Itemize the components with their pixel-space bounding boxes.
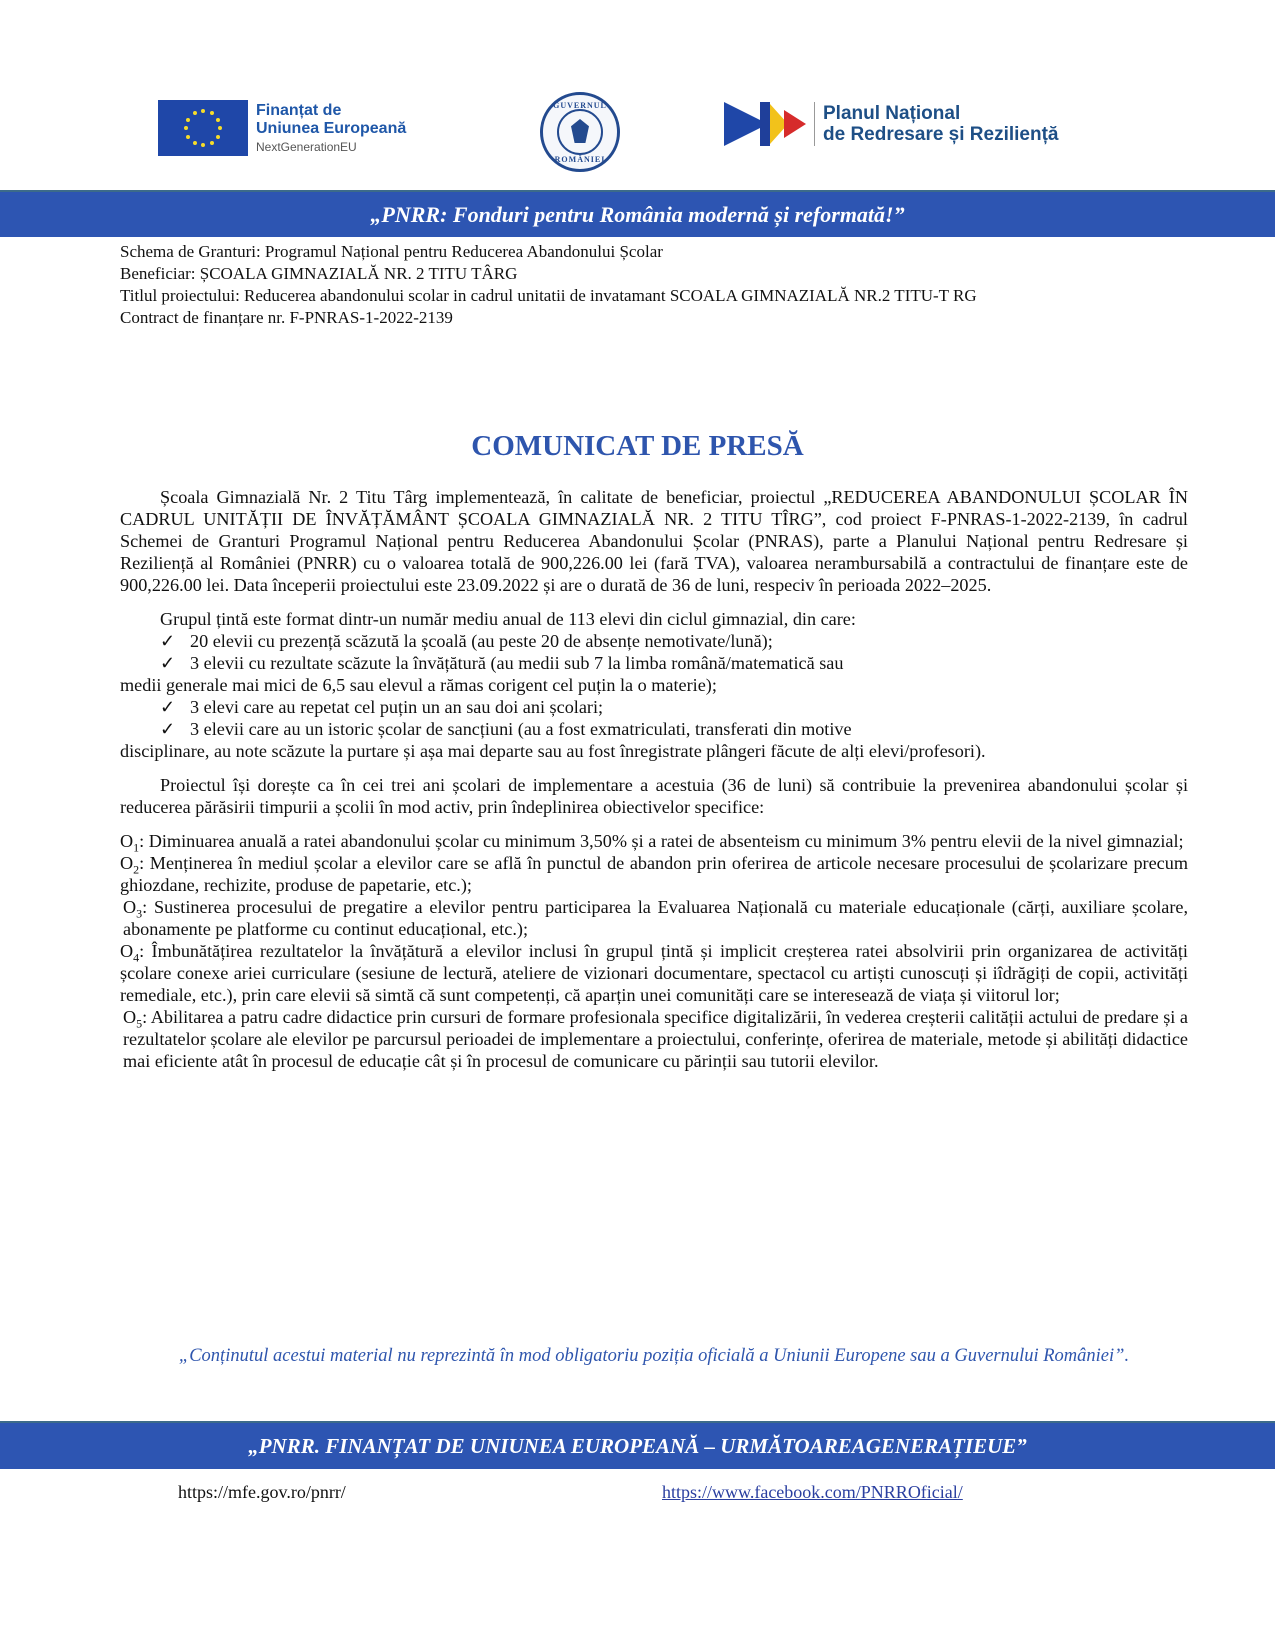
press-release-body (120, 486, 1188, 1072)
eu-logo-line2: Uniunea Europeană (256, 119, 407, 137)
target-group-intro: Grupul țintă este format dintr-un număr mediu anual de 113 elevi din ciclul gimnazial, din care: (160, 609, 856, 629)
eu-star-icon (218, 126, 222, 130)
contract-number: Contract de finanțare nr. F-PNRAS-1-2022-2139 (120, 308, 453, 327)
target-group-item (120, 652, 1188, 696)
mfe-link[interactable]: https://mfe.gov.ro/pnrr/ (178, 1482, 346, 1502)
objective-item (120, 852, 1188, 896)
footer-banner: „PNRR. FINANȚAT DE UNIUNEA EUROPEANĂ – URMĂTOAREAGENERAȚIEUE” (0, 1421, 1275, 1469)
romanian-government-seal-icon (540, 92, 620, 172)
objective-text: : Abilitarea a patru cadre didactice prin cursuri de formare profesionala specifice digitalizării, în vederea creșterii calității actului de predare și a rezultatelor școlare ale elevilor pe parcursul perioadei de implementare a proiectului, conferințe, oferirea de materiale, metode și abilități didactice mai eficiente atât în procesul de educație cât și în procesul de comunicare cu părinții sau tutorii elevilor. (123, 1007, 1188, 1071)
beneficiary: Beneficiar: ȘCOALA GIMNAZIALĂ NR. 2 TITU TÂRG (120, 264, 518, 283)
objective-item (120, 1006, 1188, 1072)
project-title: Titlul proiectului: Reducerea abandonului scolar in cadrul unitatii de invatamant SCOALA GIMNAZIALĂ NR.2 TITU-T RG (120, 286, 977, 305)
objective-item (120, 896, 1188, 940)
target-group-text-continued: disciplinare, au note scăzute la purtare și așa mai departe sau au fost înregistrate plângeri făcute de alți elevi/profesori). (120, 741, 986, 761)
eu-flag-icon (158, 100, 248, 156)
eu-star-icon (201, 109, 205, 113)
eu-star-icon (210, 111, 214, 115)
objective-text: : Sustinerea procesului de pregatire a elevilor pentru participarea la Evaluarea Națională cu materiale educaționale (cărți, auxiliare școlare, abonamente pe platforme cu continut educațional, etc.); (123, 897, 1188, 939)
page-title: COMUNICAT DE PRESĂ (471, 430, 804, 462)
eu-star-icon (201, 143, 205, 147)
project-info (120, 241, 977, 329)
objective-text: : Menținerea în mediul școlar a elevilor care se află în punctul de abandon prin oferirea de articole necesare procesului de școlarizare precum ghiozdane, rechizite, produse de papetarie, etc.); (120, 853, 1188, 895)
objective-label: O (123, 897, 137, 917)
target-group-item (120, 630, 1188, 652)
checkmark-icon: ✓ (160, 697, 176, 717)
target-group-item (120, 718, 1188, 762)
eu-star-icon (193, 111, 197, 115)
eu-star-icon (184, 126, 188, 130)
header-banner: „PNRR: Fonduri pentru România modernă și reformată!” (0, 190, 1275, 237)
pnrr-logo (724, 102, 1059, 146)
target-group-text: 20 elevii cu prezență scăzută la școală (au peste 20 de absențe nemotivate/lună); (190, 631, 773, 651)
seal-bottom-text: ROMÂNIEI (554, 155, 606, 164)
checkmark-icon: ✓ (160, 631, 176, 651)
logo-divider (814, 102, 815, 146)
objective-label: O (123, 1007, 137, 1027)
eu-star-icon (216, 135, 220, 139)
eu-star-icon (193, 141, 197, 145)
objective-number: 5 (136, 1016, 143, 1031)
eu-star-icon (210, 141, 214, 145)
objective-item (120, 830, 1188, 855)
pnrr-arrows-icon (724, 102, 812, 146)
eu-star-icon (186, 118, 190, 122)
facebook-link[interactable]: https://www.facebook.com/PNRROficial/ (662, 1482, 963, 1502)
seal-top-text: GUVERNUL (553, 101, 607, 110)
objective-number: 4 (133, 950, 140, 965)
target-group-text: 3 elevii cu rezultate scăzute la învățătură (au medii sub 7 la limba română/matematică sau (190, 653, 844, 673)
eu-logo-line1: Finanțat de (256, 101, 342, 119)
objective-text: : Diminuarea anuală a ratei abandonului școlar cu minimum 3,50% și a ratei de absenteism cu minimum 3% pentru elevii de la nivel gimnazial; (139, 831, 1184, 851)
disclaimer: „Conținutul acestui material nu reprezintă în mod obligatoriu poziția oficială a Uniunii Europene sau a Guvernului României”. (178, 1346, 1130, 1366)
objective-number: 3 (136, 906, 143, 921)
target-group-text: 3 elevii care au un istoric școlar de sancțiuni (au a fost exmatriculati, transferati din motive (190, 719, 852, 739)
checkmark-icon: ✓ (160, 719, 176, 739)
objective-item (120, 940, 1188, 1006)
objective-text: : Îmbunătățirea rezultatelor la învățătură a elevilor inclusi în grupul țintă și implicit creșterea ratei absolvirii prin organizarea de activități școlare conexe ariei curriculare (sesiune de lectură, ateliere de vizionari documentare, spectacol cu artiști cunoscuți și iîdrăgiți de copii, activități remediale, etc.), prin care elevii să simtă că sunt competenți, că aparțin unei comunități care se interesează de viața și viitorul lor; (120, 941, 1188, 1005)
target-group-text-continued: medii generale mai mici de 6,5 sau elevul a rămas corigent cel puțin la o materie); (120, 675, 717, 695)
objective-label: O (120, 853, 134, 873)
pnrr-logo-line1: Planul Național (823, 103, 961, 124)
eu-star-icon (216, 118, 220, 122)
header-logos (0, 92, 1275, 162)
grant-scheme: Schema de Granturi: Programul Național pentru Reducerea Abandonului Școlar (120, 242, 663, 261)
checkmark-icon: ✓ (160, 653, 176, 673)
target-group-list (120, 630, 1188, 762)
objective-label: O (120, 941, 134, 961)
target-group-item (120, 696, 1188, 718)
objectives-intro: Proiectul își dorește ca în cei trei ani școlari de implementare a acestuia (36 de luni) să contribuie la prevenirea abandonului școlar și reducerea părăsirii timpurii a școlii în mod activ, prin îndeplinirea obiectivelor specifice: (120, 775, 1188, 817)
eu-star-icon (186, 135, 190, 139)
objective-number: 2 (133, 862, 140, 877)
target-group-text: 3 elevi care au repetat cel puțin un an sau doi ani școlari; (190, 697, 604, 717)
pnrr-logo-line2: de Redresare și Reziliență (823, 124, 1059, 145)
eu-logo-line3: NextGenerationEU (256, 139, 357, 154)
objective-number: 1 (133, 840, 140, 855)
intro-paragraph: Școala Gimnazială Nr. 2 Titu Târg implementează, în calitate de beneficiar, proiectul „REDUCEREA ABANDONULUI ȘCOLAR ÎN CADRUL UNITĂȚII DE ÎNVĂȚĂMÂNT ȘCOALA GIMNAZIALĂ NR. 2 TITU TÎRG”, cod proiect F-PNRAS-1-2022-2139, în cadrul Schemei de Granturi Programul Național pentru Reducerea Abandonului Școlar (PNRAS), parte a Planului Național pentru Redresare și Reziliență al României (PNRR) cu o valoarea totală de 900,226.00 lei (fară TVA), valoarea nerambursabilă a contractului de finanțare este de 900,226.00 lei. Data începerii proiectului este 23.09.2022 și are o durată de 36 de luni, respeciv în perioada 2022–2025. (120, 487, 1188, 595)
objectives-list (120, 830, 1188, 1072)
objective-label: O (120, 831, 134, 851)
eu-funding-logo (158, 100, 406, 156)
